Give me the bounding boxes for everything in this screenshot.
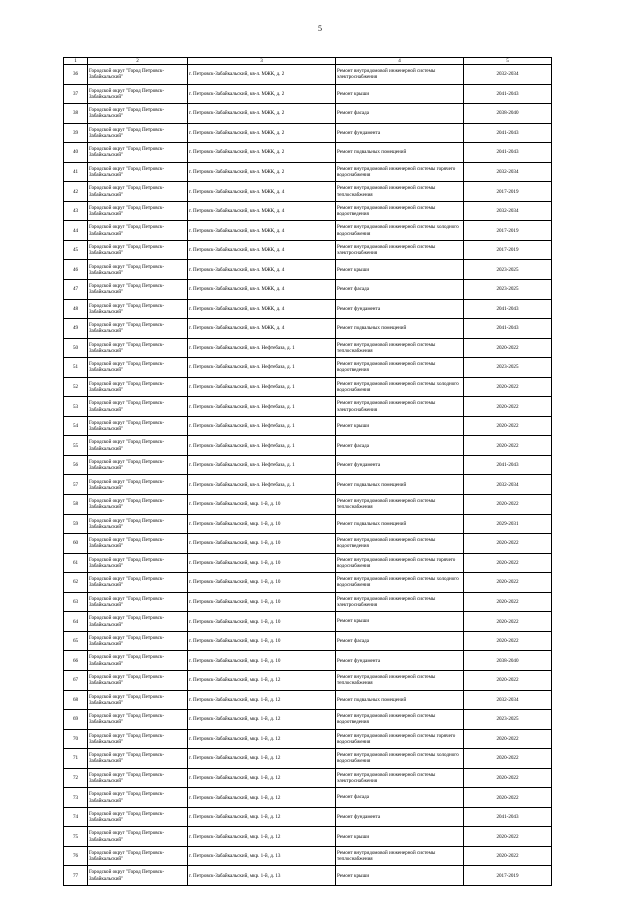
district-cell: Городской округ "Город Петровск-Забайкальский" <box>88 280 188 300</box>
row-number-cell: 38 <box>64 104 88 124</box>
period-cell: 2041-2043 <box>464 455 552 475</box>
work-type-cell: Ремонт подвальных помещений <box>336 319 464 339</box>
row-number-cell: 48 <box>64 299 88 319</box>
address-cell: г. Петровск-Забайкальский, мкр. 1-й, д. 12 <box>188 768 336 788</box>
period-cell: 2017-2019 <box>464 866 552 886</box>
district-cell: Городской округ "Город Петровск-Забайкальский" <box>88 221 188 241</box>
row-number-cell: 52 <box>64 377 88 397</box>
address-cell: г. Петровск-Забайкальский, мкр. 1-й, д. 10 <box>188 495 336 515</box>
address-cell: г. Петровск-Забайкальский, кв-л. МЖК, д. 2 <box>188 84 336 104</box>
district-cell: Городской округ "Город Петровск-Забайкальский" <box>88 338 188 358</box>
table-row <box>64 612 552 632</box>
repair-schedule-table <box>63 57 552 886</box>
row-number-cell: 65 <box>64 631 88 651</box>
district-cell: Городской округ "Город Петровск-Забайкальский" <box>88 260 188 280</box>
work-type-cell: Ремонт внутридомовой инженерной системы горячего водоснабжения <box>336 553 464 573</box>
period-cell: 2020-2022 <box>464 416 552 436</box>
district-cell: Городской округ "Город Петровск-Забайкальский" <box>88 651 188 671</box>
district-cell: Городской округ "Город Петровск-Забайкальский" <box>88 182 188 202</box>
table-row <box>64 358 552 378</box>
row-number-cell: 75 <box>64 827 88 847</box>
work-type-cell: Ремонт внутридомовой инженерной системы водоотведения <box>336 201 464 221</box>
address-cell: г. Петровск-Забайкальский, кв-л. МЖК, д. 4 <box>188 299 336 319</box>
table-row <box>64 143 552 163</box>
row-number-cell: 72 <box>64 768 88 788</box>
address-cell: г. Петровск-Забайкальский, мкр. 1-й, д. 12 <box>188 690 336 710</box>
address-cell: г. Петровск-Забайкальский, мкр. 1-й, д. 10 <box>188 553 336 573</box>
period-cell: 2041-2043 <box>464 299 552 319</box>
district-cell: Городской округ "Город Петровск-Забайкальский" <box>88 123 188 143</box>
district-cell: Городской округ "Город Петровск-Забайкальский" <box>88 612 188 632</box>
period-cell: 2020-2022 <box>464 788 552 808</box>
table-row <box>64 495 552 515</box>
row-number-cell: 40 <box>64 143 88 163</box>
period-cell: 2020-2022 <box>464 729 552 749</box>
row-number-cell: 53 <box>64 397 88 417</box>
table-row <box>64 807 552 827</box>
table-row <box>64 104 552 124</box>
table-row <box>64 631 552 651</box>
row-number-cell: 60 <box>64 534 88 554</box>
district-cell: Городской округ "Город Петровск-Забайкальский" <box>88 710 188 730</box>
row-number-cell: 58 <box>64 495 88 515</box>
table-row <box>64 201 552 221</box>
period-cell: 2017-2019 <box>464 221 552 241</box>
row-number-cell: 69 <box>64 710 88 730</box>
address-cell: г. Петровск-Забайкальский, мкр. 1-й, д. 10 <box>188 534 336 554</box>
address-cell: г. Петровск-Забайкальский, кв-л. МЖК, д. 2 <box>188 143 336 163</box>
row-number-cell: 74 <box>64 807 88 827</box>
row-number-cell: 57 <box>64 475 88 495</box>
period-cell: 2020-2022 <box>464 573 552 593</box>
row-number-cell: 50 <box>64 338 88 358</box>
address-cell: г. Петровск-Забайкальский, кв-л. МЖК, д. 2 <box>188 104 336 124</box>
address-cell: г. Петровск-Забайкальский, мкр. 1-й, д. 10 <box>188 631 336 651</box>
table-row <box>64 651 552 671</box>
address-cell: г. Петровск-Забайкальский, кв-л. МЖК, д. 2 <box>188 65 336 85</box>
address-cell: г. Петровск-Забайкальский, мкр. 1-й, д. 10 <box>188 592 336 612</box>
district-cell: Городской округ "Город Петровск-Забайкальский" <box>88 514 188 534</box>
district-cell: Городской округ "Город Петровск-Забайкальский" <box>88 84 188 104</box>
period-cell: 2020-2022 <box>464 534 552 554</box>
period-cell: 2038-2040 <box>464 651 552 671</box>
row-number-cell: 42 <box>64 182 88 202</box>
row-number-cell: 73 <box>64 788 88 808</box>
row-number-cell: 56 <box>64 455 88 475</box>
period-cell: 2020-2022 <box>464 631 552 651</box>
table-row <box>64 592 552 612</box>
period-cell: 2020-2022 <box>464 397 552 417</box>
period-cell: 2020-2022 <box>464 553 552 573</box>
table-row <box>64 788 552 808</box>
table-row <box>64 221 552 241</box>
table-row <box>64 573 552 593</box>
period-cell: 2023-2025 <box>464 280 552 300</box>
district-cell: Городской округ "Город Петровск-Забайкальский" <box>88 866 188 886</box>
row-number-cell: 68 <box>64 690 88 710</box>
period-cell: 2020-2022 <box>464 338 552 358</box>
address-cell: г. Петровск-Забайкальский, кв-л. Нефтебаза, д. 1 <box>188 416 336 436</box>
district-cell: Городской округ "Город Петровск-Забайкальский" <box>88 416 188 436</box>
table-row <box>64 553 552 573</box>
work-type-cell: Ремонт внутридомовой инженерной системы теплоснабжения <box>336 846 464 866</box>
district-cell: Городской округ "Город Петровск-Забайкальский" <box>88 162 188 182</box>
address-cell: г. Петровск-Забайкальский, кв-л. Нефтебаза, д. 1 <box>188 436 336 456</box>
period-cell: 2020-2022 <box>464 377 552 397</box>
address-cell: г. Петровск-Забайкальский, кв-л. МЖК, д. 4 <box>188 319 336 339</box>
address-cell: г. Петровск-Забайкальский, мкр. 1-й, д. 10 <box>188 573 336 593</box>
row-number-cell: 46 <box>64 260 88 280</box>
work-type-cell: Ремонт внутридомовой инженерной системы холодного водоснабжения <box>336 377 464 397</box>
district-cell: Городской округ "Город Петровск-Забайкальский" <box>88 827 188 847</box>
address-cell: г. Петровск-Забайкальский, мкр. 1-й, д. 13 <box>188 866 336 886</box>
work-type-cell: Ремонт фундамента <box>336 807 464 827</box>
work-type-cell: Ремонт внутридомовой инженерной системы холодного водоснабжения <box>336 749 464 769</box>
district-cell: Городской округ "Город Петровск-Забайкальский" <box>88 319 188 339</box>
period-cell: 2032-2034 <box>464 201 552 221</box>
table-row <box>64 827 552 847</box>
district-cell: Городской округ "Город Петровск-Забайкальский" <box>88 592 188 612</box>
period-cell: 2020-2022 <box>464 846 552 866</box>
work-type-cell: Ремонт подвальных помещений <box>336 514 464 534</box>
table-row <box>64 377 552 397</box>
table-row <box>64 846 552 866</box>
address-cell: г. Петровск-Забайкальский, кв-л. МЖК, д. 4 <box>188 260 336 280</box>
period-cell: 2041-2043 <box>464 143 552 163</box>
row-number-cell: 44 <box>64 221 88 241</box>
work-type-cell: Ремонт крыши <box>336 416 464 436</box>
table-row <box>64 162 552 182</box>
row-number-cell: 36 <box>64 65 88 85</box>
district-cell: Городской округ "Город Петровск-Забайкальский" <box>88 768 188 788</box>
period-cell: 2020-2022 <box>464 592 552 612</box>
period-cell: 2020-2022 <box>464 670 552 690</box>
table-row <box>64 260 552 280</box>
row-number-cell: 62 <box>64 573 88 593</box>
address-cell: г. Петровск-Забайкальский, кв-л. Нефтебаза, д. 1 <box>188 397 336 417</box>
district-cell: Городской округ "Город Петровск-Забайкальский" <box>88 846 188 866</box>
period-cell: 2041-2043 <box>464 84 552 104</box>
district-cell: Городской округ "Город Петровск-Забайкальский" <box>88 631 188 651</box>
period-cell: 2041-2043 <box>464 123 552 143</box>
district-cell: Городской округ "Город Петровск-Забайкальский" <box>88 436 188 456</box>
table-row <box>64 338 552 358</box>
period-cell: 2020-2022 <box>464 612 552 632</box>
address-cell: г. Петровск-Забайкальский, кв-л. МЖК, д. 4 <box>188 221 336 241</box>
period-cell: 2020-2022 <box>464 768 552 788</box>
table-row <box>64 534 552 554</box>
address-cell: г. Петровск-Забайкальский, кв-л. Нефтебаза, д. 1 <box>188 338 336 358</box>
district-cell: Городской округ "Город Петровск-Забайкальский" <box>88 788 188 808</box>
row-number-cell: 61 <box>64 553 88 573</box>
work-type-cell: Ремонт фундамента <box>336 299 464 319</box>
work-type-cell: Ремонт фасада <box>336 788 464 808</box>
period-cell: 2020-2022 <box>464 495 552 515</box>
work-type-cell: Ремонт внутридомовой инженерной системы горячего водоснабжения <box>336 162 464 182</box>
row-number-cell: 51 <box>64 358 88 378</box>
table-row <box>64 299 552 319</box>
table-row <box>64 319 552 339</box>
row-number-cell: 45 <box>64 240 88 260</box>
period-cell: 2032-2034 <box>464 65 552 85</box>
address-cell: г. Петровск-Забайкальский, мкр. 1-й, д. 12 <box>188 788 336 808</box>
address-cell: г. Петровск-Забайкальский, кв-л. Нефтебаза, д. 1 <box>188 475 336 495</box>
work-type-cell: Ремонт крыши <box>336 827 464 847</box>
work-type-cell: Ремонт фасада <box>336 631 464 651</box>
row-number-cell: 76 <box>64 846 88 866</box>
work-type-cell: Ремонт внутридомовой инженерной системы холодного водоснабжения <box>336 573 464 593</box>
table-row <box>64 729 552 749</box>
work-type-cell: Ремонт внутридомовой инженерной системы водоотведения <box>336 358 464 378</box>
row-number-cell: 59 <box>64 514 88 534</box>
period-cell: 2017-2019 <box>464 182 552 202</box>
row-number-cell: 63 <box>64 592 88 612</box>
work-type-cell: Ремонт крыши <box>336 260 464 280</box>
work-type-cell: Ремонт фундамента <box>336 123 464 143</box>
row-number-cell: 64 <box>64 612 88 632</box>
table-row <box>64 690 552 710</box>
period-cell: 2032-2034 <box>464 162 552 182</box>
table-row <box>64 710 552 730</box>
row-number-cell: 67 <box>64 670 88 690</box>
period-cell: 2038-2040 <box>464 104 552 124</box>
district-cell: Городской округ "Город Петровск-Забайкальский" <box>88 729 188 749</box>
row-number-cell: 77 <box>64 866 88 886</box>
address-cell: г. Петровск-Забайкальский, кв-л. Нефтебаза, д. 1 <box>188 358 336 378</box>
work-type-cell: Ремонт внутридомовой инженерной системы теплоснабжения <box>336 670 464 690</box>
work-type-cell: Ремонт внутридомовой инженерной системы электроснабжения <box>336 768 464 788</box>
period-cell: 2029-2031 <box>464 514 552 534</box>
work-type-cell: Ремонт внутридомовой инженерной системы электроснабжения <box>336 65 464 85</box>
address-cell: г. Петровск-Забайкальский, мкр. 1-й, д. 10 <box>188 651 336 671</box>
row-number-cell: 37 <box>64 84 88 104</box>
row-number-cell: 70 <box>64 729 88 749</box>
work-type-cell: Ремонт фасада <box>336 104 464 124</box>
work-type-cell: Ремонт крыши <box>336 866 464 886</box>
table-row <box>64 65 552 85</box>
district-cell: Городской округ "Город Петровск-Забайкальский" <box>88 670 188 690</box>
table-row <box>64 397 552 417</box>
page-number: 5 <box>318 24 322 33</box>
row-number-cell: 43 <box>64 201 88 221</box>
table-row <box>64 749 552 769</box>
work-type-cell: Ремонт внутридомовой инженерной системы горячего водоснабжения <box>336 729 464 749</box>
table-row <box>64 866 552 886</box>
row-number-cell: 54 <box>64 416 88 436</box>
district-cell: Городской округ "Город Петровск-Забайкальский" <box>88 475 188 495</box>
district-cell: Городской округ "Город Петровск-Забайкальский" <box>88 573 188 593</box>
address-cell: г. Петровск-Забайкальский, мкр. 1-й, д. 10 <box>188 514 336 534</box>
district-cell: Городской округ "Город Петровск-Забайкальский" <box>88 201 188 221</box>
table-header-row <box>64 58 552 65</box>
row-number-cell: 41 <box>64 162 88 182</box>
table-row <box>64 280 552 300</box>
district-cell: Городской округ "Город Петровск-Забайкальский" <box>88 690 188 710</box>
address-cell: г. Петровск-Забайкальский, мкр. 1-й, д. 10 <box>188 612 336 632</box>
district-cell: Городской округ "Город Петровск-Забайкальский" <box>88 455 188 475</box>
address-cell: г. Петровск-Забайкальский, мкр. 1-й, д. 12 <box>188 749 336 769</box>
work-type-cell: Ремонт внутридомовой инженерной системы водоотведения <box>336 710 464 730</box>
address-cell: г. Петровск-Забайкальский, кв-л. МЖК, д. 2 <box>188 162 336 182</box>
work-type-cell: Ремонт внутридомовой инженерной системы теплоснабжения <box>336 495 464 515</box>
header-cell-district: 2 <box>88 58 188 65</box>
table-row <box>64 670 552 690</box>
work-type-cell: Ремонт фундамента <box>336 455 464 475</box>
row-number-cell: 49 <box>64 319 88 339</box>
table-row <box>64 514 552 534</box>
district-cell: Городской округ "Город Петровск-Забайкальский" <box>88 397 188 417</box>
address-cell: г. Петровск-Забайкальский, кв-л. Нефтебаза, д. 1 <box>188 377 336 397</box>
work-type-cell: Ремонт фасада <box>336 280 464 300</box>
period-cell: 2032-2034 <box>464 475 552 495</box>
table-row <box>64 123 552 143</box>
table-row <box>64 768 552 788</box>
period-cell: 2023-2025 <box>464 710 552 730</box>
work-type-cell: Ремонт внутридомовой инженерной системы водоотведения <box>336 534 464 554</box>
address-cell: г. Петровск-Забайкальский, мкр. 1-й, д. 12 <box>188 729 336 749</box>
period-cell: 2023-2025 <box>464 358 552 378</box>
district-cell: Городской округ "Город Петровск-Забайкальский" <box>88 534 188 554</box>
row-number-cell: 47 <box>64 280 88 300</box>
table-row <box>64 182 552 202</box>
address-cell: г. Петровск-Забайкальский, кв-л. МЖК, д. 4 <box>188 280 336 300</box>
period-cell: 2041-2043 <box>464 319 552 339</box>
district-cell: Городской округ "Город Петровск-Забайкальский" <box>88 749 188 769</box>
row-number-cell: 71 <box>64 749 88 769</box>
table-row <box>64 416 552 436</box>
district-cell: Городской округ "Город Петровск-Забайкальский" <box>88 377 188 397</box>
district-cell: Городской округ "Город Петровск-Забайкальский" <box>88 358 188 378</box>
district-cell: Городской округ "Город Петровск-Забайкальский" <box>88 104 188 124</box>
period-cell: 2023-2025 <box>464 260 552 280</box>
row-number-cell: 66 <box>64 651 88 671</box>
work-type-cell: Ремонт внутридомовой инженерной системы электроснабжения <box>336 397 464 417</box>
header-cell-period: 5 <box>464 58 552 65</box>
address-cell: г. Петровск-Забайкальский, кв-л. Нефтебаза, д. 1 <box>188 455 336 475</box>
district-cell: Городской округ "Город Петровск-Забайкальский" <box>88 240 188 260</box>
row-number-cell: 55 <box>64 436 88 456</box>
work-type-cell: Ремонт подвальных помещений <box>336 143 464 163</box>
district-cell: Городской округ "Город Петровск-Забайкальский" <box>88 65 188 85</box>
work-type-cell: Ремонт фундамента <box>336 651 464 671</box>
address-cell: г. Петровск-Забайкальский, кв-л. МЖК, д. 2 <box>188 123 336 143</box>
district-cell: Городской округ "Город Петровск-Забайкальский" <box>88 495 188 515</box>
row-number-cell: 39 <box>64 123 88 143</box>
table-body <box>64 58 552 886</box>
work-type-cell: Ремонт подвальных помещений <box>336 475 464 495</box>
work-type-cell: Ремонт крыши <box>336 612 464 632</box>
table-row <box>64 475 552 495</box>
header-cell-number: 1 <box>64 58 88 65</box>
period-cell: 2020-2022 <box>464 827 552 847</box>
district-cell: Городской округ "Город Петровск-Забайкальский" <box>88 299 188 319</box>
work-type-cell: Ремонт фасада <box>336 436 464 456</box>
table-row <box>64 455 552 475</box>
header-cell-work: 4 <box>336 58 464 65</box>
address-cell: г. Петровск-Забайкальский, мкр. 1-й, д. 13 <box>188 846 336 866</box>
period-cell: 2032-2034 <box>464 690 552 710</box>
table-row <box>64 240 552 260</box>
work-type-cell: Ремонт внутридомовой инженерной системы холодного водоснабжения <box>336 221 464 241</box>
period-cell: 2017-2019 <box>464 240 552 260</box>
address-cell: г. Петровск-Забайкальский, мкр. 1-й, д. 12 <box>188 807 336 827</box>
district-cell: Городской округ "Город Петровск-Забайкальский" <box>88 143 188 163</box>
work-type-cell: Ремонт внутридомовой инженерной системы электроснабжения <box>336 240 464 260</box>
address-cell: г. Петровск-Забайкальский, мкр. 1-й, д. 12 <box>188 827 336 847</box>
period-cell: 2020-2022 <box>464 436 552 456</box>
address-cell: г. Петровск-Забайкальский, кв-л. МЖК, д. 4 <box>188 240 336 260</box>
work-type-cell: Ремонт внутридомовой инженерной системы электроснабжения <box>336 592 464 612</box>
district-cell: Городской округ "Город Петровск-Забайкальский" <box>88 807 188 827</box>
work-type-cell: Ремонт подвальных помещений <box>336 690 464 710</box>
address-cell: г. Петровск-Забайкальский, мкр. 1-й, д. 12 <box>188 670 336 690</box>
work-type-cell: Ремонт внутридомовой инженерной системы теплоснабжения <box>336 182 464 202</box>
table-row <box>64 84 552 104</box>
table-row <box>64 436 552 456</box>
district-cell: Городской округ "Город Петровск-Забайкальский" <box>88 553 188 573</box>
address-cell: г. Петровск-Забайкальский, кв-л. МЖК, д. 4 <box>188 182 336 202</box>
period-cell: 2041-2043 <box>464 807 552 827</box>
work-type-cell: Ремонт внутридомовой инженерной системы теплоснабжения <box>336 338 464 358</box>
period-cell: 2020-2022 <box>464 749 552 769</box>
work-type-cell: Ремонт крыши <box>336 84 464 104</box>
address-cell: г. Петровск-Забайкальский, мкр. 1-й, д. 12 <box>188 710 336 730</box>
address-cell: г. Петровск-Забайкальский, кв-л. МЖК, д. 4 <box>188 201 336 221</box>
header-cell-address: 3 <box>188 58 336 65</box>
